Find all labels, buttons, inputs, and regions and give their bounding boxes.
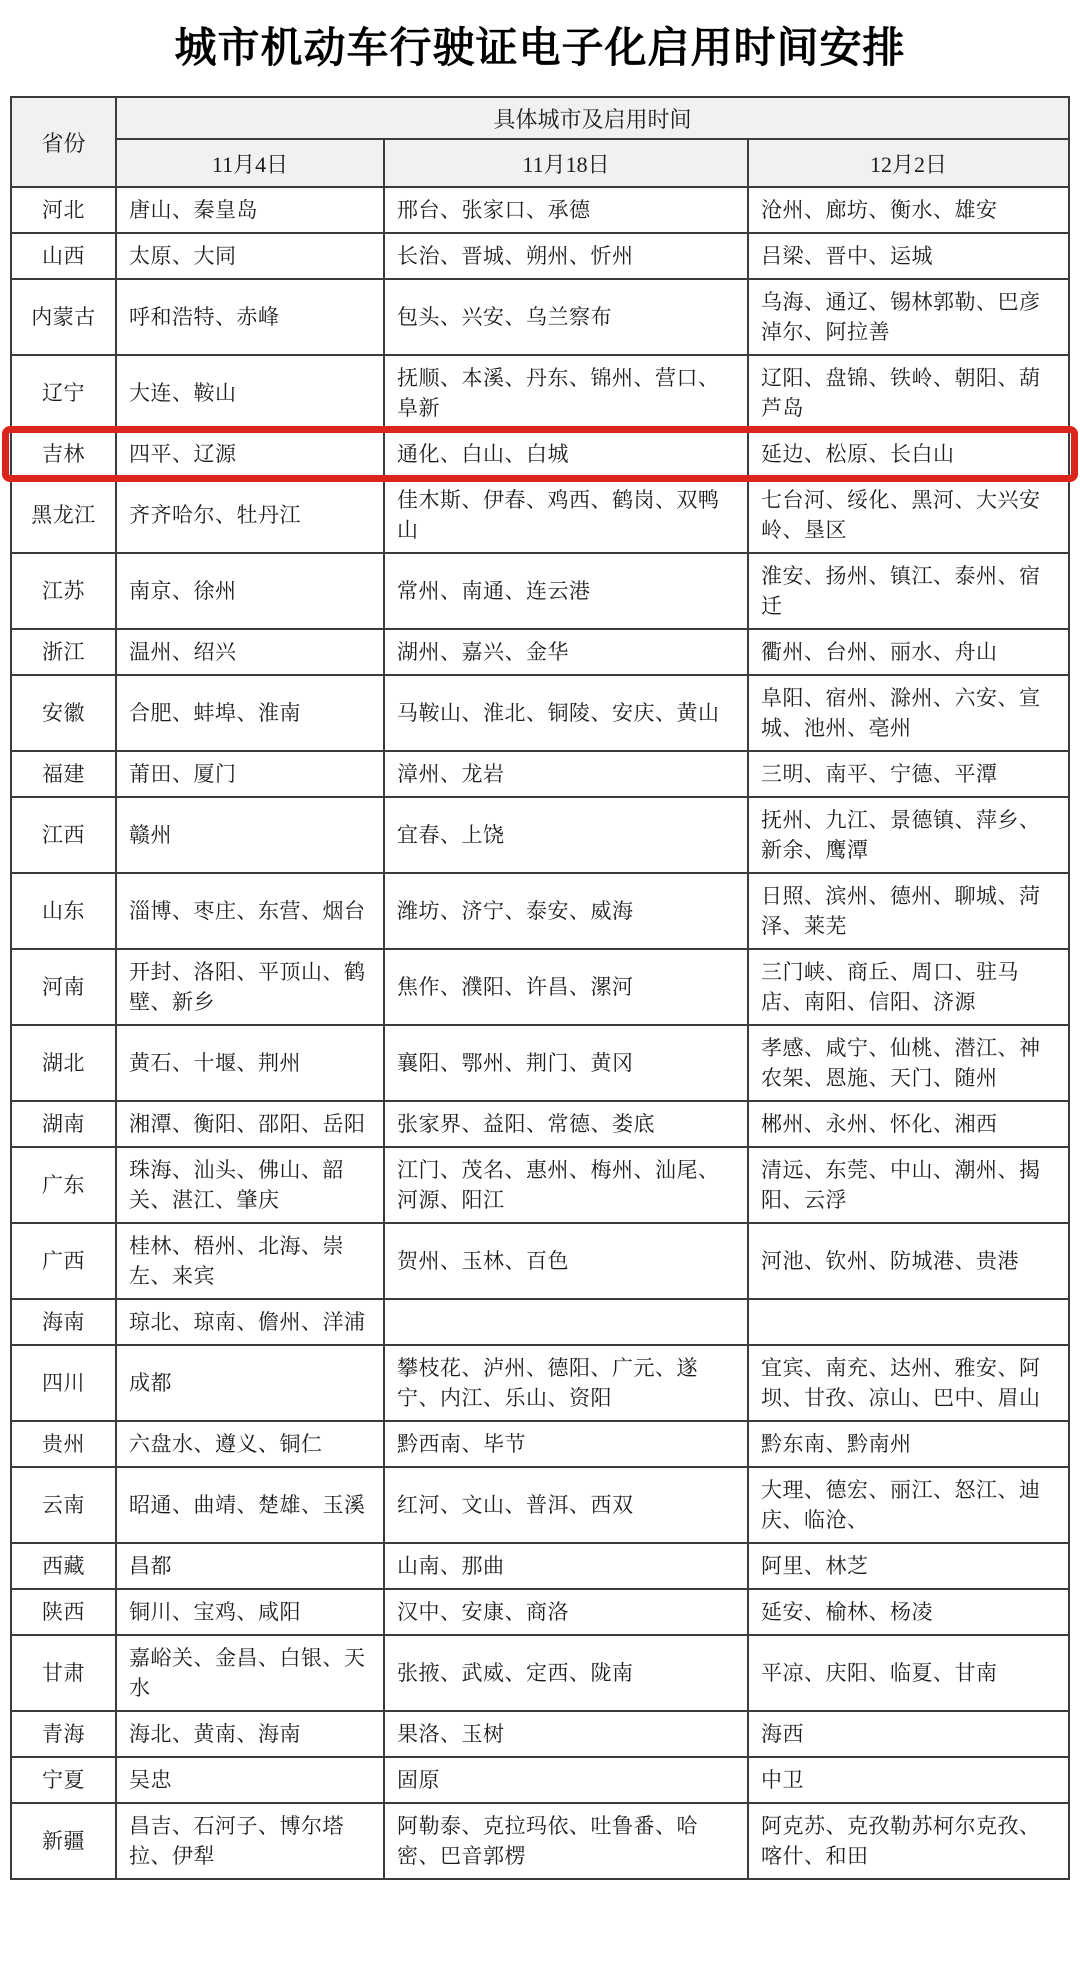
cities-dec2-cell: 大理、德宏、丽江、怒江、迪庆、临沧、 bbox=[747, 1468, 1068, 1542]
cities-dec2-cell: 平凉、庆阳、临夏、甘南 bbox=[747, 1636, 1068, 1710]
province-cell: 江西 bbox=[42, 823, 85, 847]
cities-dec2-cell: 衢州、台州、丽水、舟山 bbox=[747, 630, 1068, 674]
cities-nov18-cell: 阿勒泰、克拉玛依、吐鲁番、哈密、巴音郭楞 bbox=[383, 1804, 747, 1878]
cities-nov4-cell: 赣州 bbox=[115, 798, 383, 872]
cities-nov4-cell: 温州、绍兴 bbox=[115, 630, 383, 674]
cities-nov18-cell: 宜春、上饶 bbox=[383, 798, 747, 872]
cities-dec2-cell: 乌海、通辽、锡林郭勒、巴彦淖尔、阿拉善 bbox=[747, 280, 1068, 354]
province-cell: 黑龙江 bbox=[31, 503, 96, 527]
date-header-nov18: 11月18日 bbox=[383, 140, 747, 186]
cities-nov18-cell: 焦作、濮阳、许昌、漯河 bbox=[383, 950, 747, 1024]
cities-nov18-cell: 潍坊、济宁、泰安、威海 bbox=[383, 874, 747, 948]
cities-nov18-cell: 固原 bbox=[383, 1758, 747, 1802]
cities-nov18-cell: 佳木斯、伊春、鸡西、鹤岗、双鸭山 bbox=[383, 478, 747, 552]
province-cell: 新疆 bbox=[42, 1829, 85, 1853]
cities-nov4-cell: 湘潭、衡阳、邵阳、岳阳 bbox=[115, 1102, 383, 1146]
cities-nov4-cell: 珠海、汕头、佛山、韶关、湛江、肇庆 bbox=[115, 1148, 383, 1222]
table-row bbox=[12, 476, 1068, 552]
date-header-nov4: 11月4日 bbox=[115, 140, 383, 186]
cities-nov4-cell: 琼北、琼南、儋州、洋浦 bbox=[115, 1300, 383, 1344]
cities-dec2-cell: 黔东南、黔南州 bbox=[747, 1422, 1068, 1466]
province-cell: 河北 bbox=[42, 198, 85, 222]
cities-dec2-cell: 中卫 bbox=[747, 1758, 1068, 1802]
cities-nov4-cell: 齐齐哈尔、牡丹江 bbox=[115, 478, 383, 552]
cities-dec2-cell: 吕梁、晋中、运城 bbox=[747, 234, 1068, 278]
cities-nov4-cell: 嘉峪关、金昌、白银、天水 bbox=[115, 1636, 383, 1710]
table-row bbox=[12, 750, 1068, 796]
table-row bbox=[12, 1146, 1068, 1222]
page-title: 城市机动车行驶证电子化启用时间安排 bbox=[174, 24, 906, 71]
table-row bbox=[12, 872, 1068, 948]
cities-dec2-cell: 日照、滨州、德州、聊城、菏泽、莱芜 bbox=[747, 874, 1068, 948]
table-row bbox=[12, 1710, 1068, 1756]
table-row bbox=[12, 796, 1068, 872]
cities-nov18-cell: 抚顺、本溪、丹东、锦州、营口、阜新 bbox=[383, 356, 747, 430]
cities-nov4-cell: 六盘水、遵义、铜仁 bbox=[115, 1422, 383, 1466]
province-cell: 福建 bbox=[42, 762, 85, 786]
province-cell: 山西 bbox=[42, 244, 85, 268]
cities-nov18-cell: 张家界、益阳、常德、娄底 bbox=[383, 1102, 747, 1146]
province-cell: 四川 bbox=[42, 1371, 85, 1395]
cities-nov18-cell: 张掖、武威、定西、陇南 bbox=[383, 1636, 747, 1710]
corner-header-province: 省份 bbox=[41, 130, 86, 156]
province-cell: 浙江 bbox=[42, 640, 85, 664]
table-row-highlighted-吉林 bbox=[12, 430, 1068, 476]
cities-nov4-cell: 黄石、十堰、荆州 bbox=[115, 1026, 383, 1100]
province-cell: 湖南 bbox=[42, 1112, 85, 1136]
cities-dec2-cell: 沧州、廊坊、衡水、雄安 bbox=[747, 188, 1068, 232]
cities-dec2-cell: 延安、榆林、杨凌 bbox=[747, 1590, 1068, 1634]
cities-nov4-cell: 太原、大同 bbox=[115, 234, 383, 278]
table-row bbox=[12, 1420, 1068, 1466]
cities-nov4-cell: 吴忠 bbox=[115, 1758, 383, 1802]
cities-nov18-cell: 红河、文山、普洱、西双 bbox=[383, 1468, 747, 1542]
table-row bbox=[12, 1298, 1068, 1344]
cities-dec2-cell: 阿里、林芝 bbox=[747, 1544, 1068, 1588]
cities-nov18-cell: 贺州、玉林、百色 bbox=[383, 1224, 747, 1298]
cities-nov4-cell: 四平、辽源 bbox=[115, 432, 383, 476]
table-row bbox=[12, 1542, 1068, 1588]
cities-dec2-cell: 郴州、永州、怀化、湘西 bbox=[747, 1102, 1068, 1146]
cities-nov18-cell: 邢台、张家口、承德 bbox=[383, 188, 747, 232]
cities-nov4-cell: 昌都 bbox=[115, 1544, 383, 1588]
province-cell: 青海 bbox=[42, 1722, 85, 1746]
province-cell: 陕西 bbox=[42, 1600, 85, 1624]
table-body bbox=[12, 186, 1068, 1878]
province-cell: 内蒙古 bbox=[31, 305, 96, 329]
cities-nov18-cell: 攀枝花、泸州、德阳、广元、遂宁、内江、乐山、资阳 bbox=[383, 1346, 747, 1420]
province-cell: 甘肃 bbox=[42, 1661, 85, 1685]
cities-dec2-cell: 淮安、扬州、镇江、泰州、宿迁 bbox=[747, 554, 1068, 628]
table-row bbox=[12, 1588, 1068, 1634]
province-cell: 山东 bbox=[42, 899, 85, 923]
table-row bbox=[12, 1024, 1068, 1100]
cities-nov4-cell: 海北、黄南、海南 bbox=[115, 1712, 383, 1756]
table-row bbox=[12, 552, 1068, 628]
cities-nov18-cell: 果洛、玉树 bbox=[383, 1712, 747, 1756]
cities-nov4-cell: 铜川、宝鸡、咸阳 bbox=[115, 1590, 383, 1634]
cities-dec2-cell: 三明、南平、宁德、平潭 bbox=[747, 752, 1068, 796]
table-row bbox=[12, 1756, 1068, 1802]
cities-dec2-cell: 河池、钦州、防城港、贵港 bbox=[747, 1224, 1068, 1298]
table-row bbox=[12, 1466, 1068, 1542]
cities-nov4-cell: 呼和浩特、赤峰 bbox=[115, 280, 383, 354]
table-row bbox=[12, 1100, 1068, 1146]
province-cell: 云南 bbox=[42, 1493, 85, 1517]
cities-dec2-cell: 七台河、绥化、黑河、大兴安岭、垦区 bbox=[747, 478, 1068, 552]
cities-dec2-cell: 阜阳、宿州、滁州、六安、宣城、池州、亳州 bbox=[747, 676, 1068, 750]
cities-nov4-cell: 昭通、曲靖、楚雄、玉溪 bbox=[115, 1468, 383, 1542]
cities-dec2-cell: 延边、松原、长白山 bbox=[747, 432, 1068, 476]
cities-nov4-cell: 成都 bbox=[115, 1346, 383, 1420]
province-cell: 宁夏 bbox=[42, 1768, 85, 1792]
cities-nov18-cell: 黔西南、毕节 bbox=[383, 1422, 747, 1466]
cities-dec2-cell: 清远、东莞、中山、潮州、揭阳、云浮 bbox=[747, 1148, 1068, 1222]
cities-nov18-cell: 湖州、嘉兴、金华 bbox=[383, 630, 747, 674]
province-cell: 安徽 bbox=[42, 701, 85, 725]
table-row bbox=[12, 354, 1068, 430]
schedule-table bbox=[10, 96, 1070, 1880]
table-row bbox=[12, 674, 1068, 750]
cities-dec2-cell: 孝感、咸宁、仙桃、潜江、神农架、恩施、天门、随州 bbox=[747, 1026, 1068, 1100]
cities-nov4-cell: 莆田、厦门 bbox=[115, 752, 383, 796]
province-cell: 湖北 bbox=[42, 1051, 85, 1075]
cities-nov18-cell: 马鞍山、淮北、铜陵、安庆、黄山 bbox=[383, 676, 747, 750]
table-row bbox=[12, 1222, 1068, 1298]
cities-dec2-cell: 宜宾、南充、达州、雅安、阿坝、甘孜、凉山、巴中、眉山 bbox=[747, 1346, 1068, 1420]
table-row bbox=[12, 628, 1068, 674]
table-row bbox=[12, 1802, 1068, 1878]
group-header-cities-and-dates: 具体城市及启用时间 bbox=[115, 98, 1068, 140]
province-cell: 吉林 bbox=[42, 442, 85, 466]
cities-nov4-cell: 桂林、梧州、北海、崇左、来宾 bbox=[115, 1224, 383, 1298]
cities-nov4-cell: 开封、洛阳、平顶山、鹤壁、新乡 bbox=[115, 950, 383, 1024]
cities-nov18-cell bbox=[383, 1300, 747, 1344]
cities-nov4-cell: 淄博、枣庄、东营、烟台 bbox=[115, 874, 383, 948]
cities-nov4-cell: 合肥、蚌埠、淮南 bbox=[115, 676, 383, 750]
date-header-dec2: 12月2日 bbox=[747, 140, 1068, 186]
province-cell: 广西 bbox=[42, 1249, 85, 1273]
table-row bbox=[12, 1634, 1068, 1710]
cities-nov18-cell: 常州、南通、连云港 bbox=[383, 554, 747, 628]
province-cell: 西藏 bbox=[42, 1554, 85, 1578]
cities-nov18-cell: 长治、晋城、朔州、忻州 bbox=[383, 234, 747, 278]
table-row bbox=[12, 232, 1068, 278]
province-cell: 海南 bbox=[42, 1310, 85, 1334]
cities-nov4-cell: 唐山、秦皇岛 bbox=[115, 188, 383, 232]
cities-nov18-cell: 襄阳、鄂州、荆门、黄冈 bbox=[383, 1026, 747, 1100]
province-cell: 广东 bbox=[42, 1173, 85, 1197]
cities-nov18-cell: 漳州、龙岩 bbox=[383, 752, 747, 796]
table-row bbox=[12, 186, 1068, 232]
cities-nov18-cell: 江门、茂名、惠州、梅州、汕尾、河源、阳江 bbox=[383, 1148, 747, 1222]
cities-dec2-cell bbox=[747, 1300, 1068, 1344]
cities-dec2-cell: 抚州、九江、景德镇、萍乡、新余、鹰潭 bbox=[747, 798, 1068, 872]
cities-nov18-cell: 通化、白山、白城 bbox=[383, 432, 747, 476]
table-header bbox=[12, 98, 1068, 186]
cities-nov4-cell: 昌吉、石河子、博尔塔拉、伊犁 bbox=[115, 1804, 383, 1878]
cities-dec2-cell: 三门峡、商丘、周口、驻马店、南阳、信阳、济源 bbox=[747, 950, 1068, 1024]
cities-nov18-cell: 汉中、安康、商洛 bbox=[383, 1590, 747, 1634]
province-cell: 江苏 bbox=[42, 579, 85, 603]
cities-nov18-cell: 包头、兴安、乌兰察布 bbox=[383, 280, 747, 354]
table-row bbox=[12, 948, 1068, 1024]
province-cell: 贵州 bbox=[42, 1432, 85, 1456]
cities-dec2-cell: 阿克苏、克孜勒苏柯尔克孜、喀什、和田 bbox=[747, 1804, 1068, 1878]
table-row bbox=[12, 1344, 1068, 1420]
province-cell: 辽宁 bbox=[42, 381, 85, 405]
cities-nov4-cell: 大连、鞍山 bbox=[115, 356, 383, 430]
province-cell: 河南 bbox=[42, 975, 85, 999]
table-row bbox=[12, 278, 1068, 354]
cities-dec2-cell: 海西 bbox=[747, 1712, 1068, 1756]
cities-dec2-cell: 辽阳、盘锦、铁岭、朝阳、葫芦岛 bbox=[747, 356, 1068, 430]
cities-nov18-cell: 山南、那曲 bbox=[383, 1544, 747, 1588]
cities-nov4-cell: 南京、徐州 bbox=[115, 554, 383, 628]
